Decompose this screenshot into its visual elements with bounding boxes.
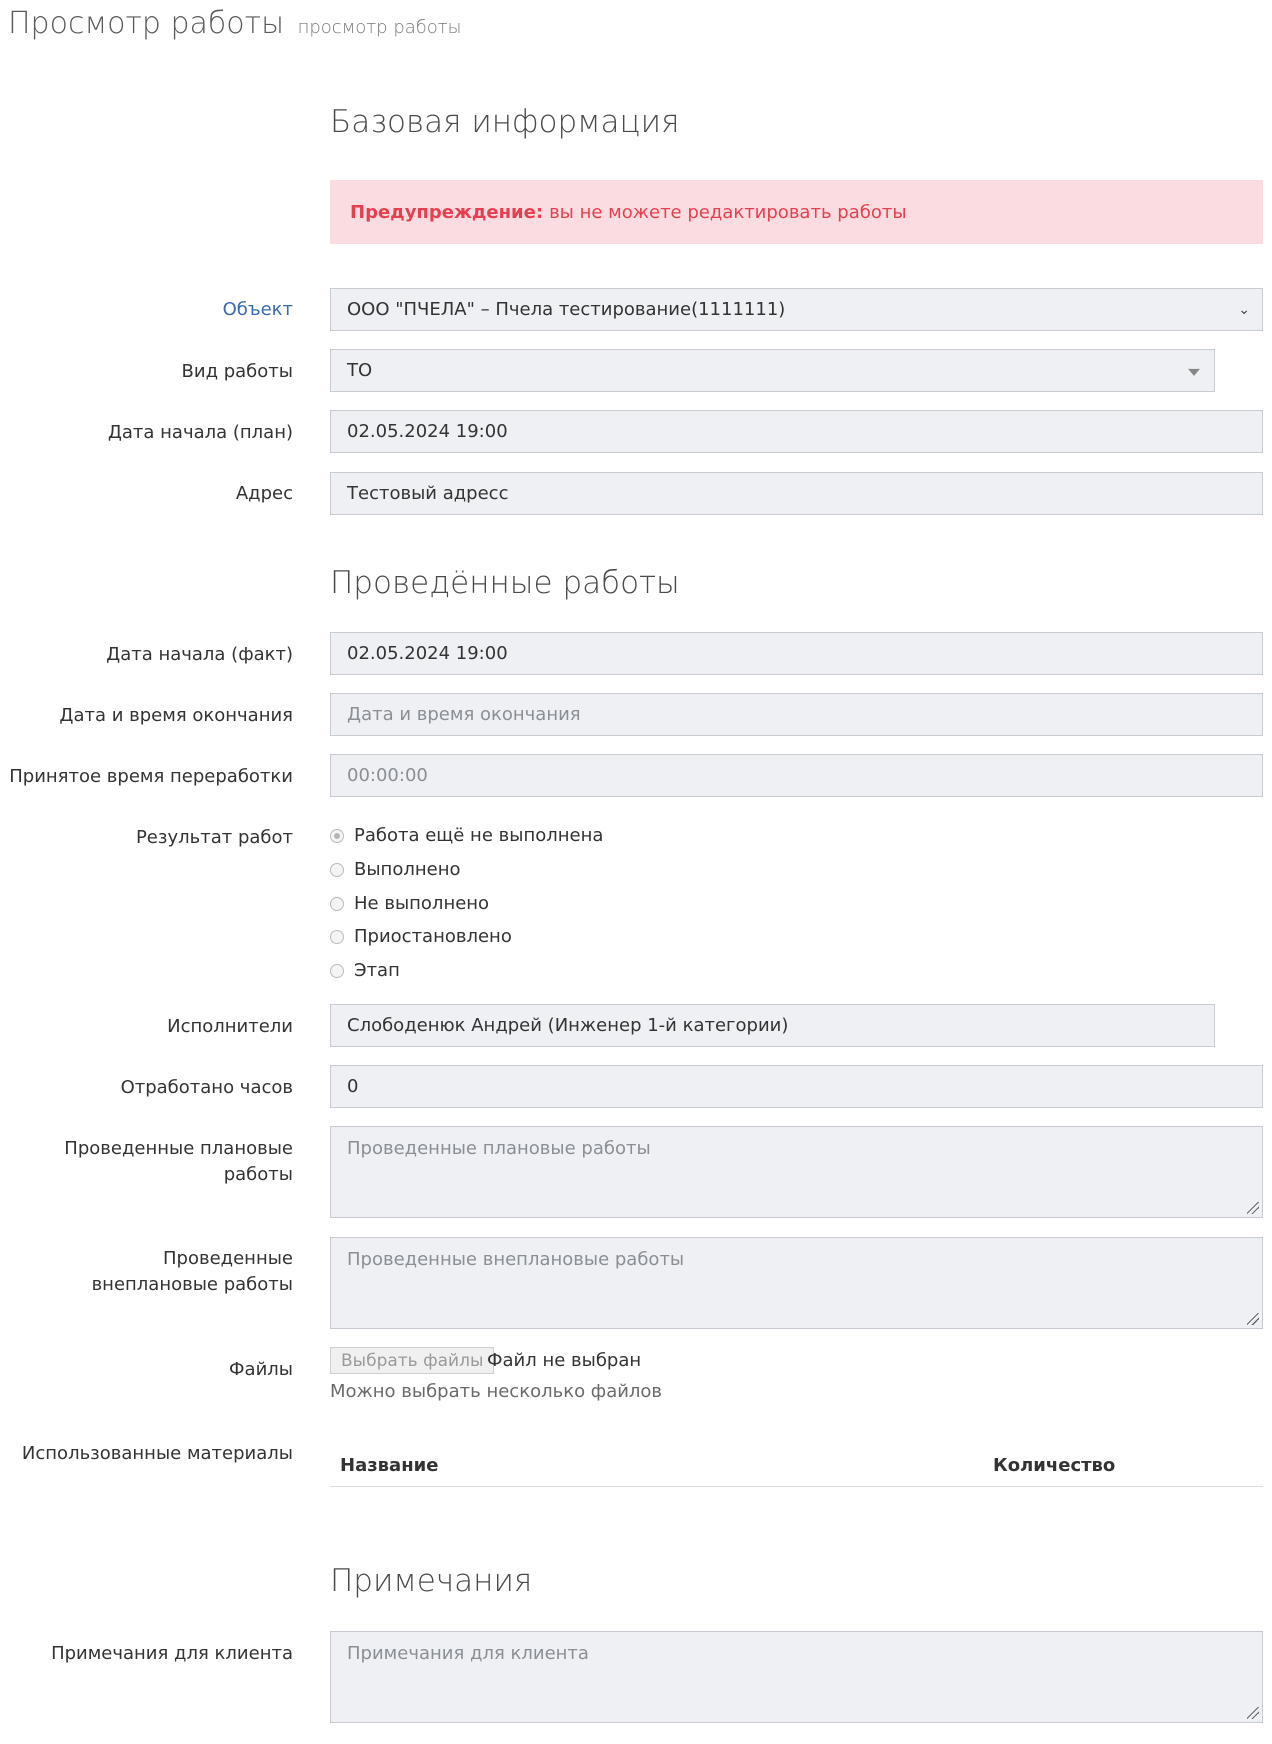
object-select[interactable] <box>330 288 1263 331</box>
files-help-text: Можно выбрать несколько файлов <box>330 1381 663 1402</box>
result-option-stage[interactable] <box>330 960 400 981</box>
overtime-input[interactable]: 00:00:00 <box>330 754 1263 797</box>
caret-down-icon <box>1188 368 1200 375</box>
radio-icon[interactable] <box>330 964 344 978</box>
chevron-down-icon: ⌄ <box>1238 301 1250 318</box>
result-option-done[interactable] <box>330 859 460 880</box>
warning-alert <box>330 180 1263 244</box>
end-datetime-label: Дата и время окончания <box>59 705 293 726</box>
result-option-not-done-yet[interactable] <box>330 825 603 846</box>
radio-icon[interactable] <box>330 863 344 877</box>
unplanned-works-textarea[interactable] <box>330 1237 1263 1329</box>
end-datetime-input[interactable]: Дата и время окончания <box>330 693 1263 736</box>
executors-label: Исполнители <box>167 1016 293 1037</box>
column-name-header: Название <box>340 1455 439 1476</box>
client-notes-placeholder: Примечания для клиента <box>347 1643 589 1664</box>
work-type-select[interactable] <box>330 349 1215 392</box>
start-plan-input[interactable]: 02.05.2024 19:00 <box>330 410 1263 453</box>
object-select-value: ООО "ПЧЕЛА" – Пчела тестирование(1111111) <box>347 299 786 320</box>
start-fact-input[interactable]: 02.05.2024 19:00 <box>330 632 1263 675</box>
result-option-label: Этап <box>354 960 400 981</box>
hours-label: Отработано часов <box>120 1077 293 1098</box>
page-subtitle: просмотр работы <box>297 17 462 38</box>
result-label: Результат работ <box>135 827 293 848</box>
section-title-basic: Базовая информация <box>330 104 680 140</box>
result-option-not-done[interactable] <box>330 893 489 914</box>
resize-handle-icon[interactable] <box>1247 1313 1259 1325</box>
executors-select[interactable]: Слободенюк Андрей (Инженер 1-й категории) <box>330 1004 1215 1047</box>
address-input[interactable]: Тестовый адресс <box>330 472 1263 515</box>
section-title-done: Проведённые работы <box>330 565 680 601</box>
planned-works-label: Проведенные плановые работы <box>64 1138 293 1185</box>
materials-label: Использованные материалы <box>21 1443 293 1464</box>
resize-handle-icon[interactable] <box>1247 1202 1259 1214</box>
client-notes-textarea[interactable] <box>330 1631 1263 1723</box>
files-label: Файлы <box>229 1359 293 1380</box>
unplanned-works-placeholder: Проведенные внеплановые работы <box>347 1249 685 1270</box>
materials-table-header <box>330 1447 1263 1487</box>
page-title-text: Просмотр работы <box>8 6 285 41</box>
section-title-notes: Примечания <box>330 1563 533 1599</box>
result-option-label: Не выполнено <box>354 893 490 914</box>
planned-works-placeholder: Проведенные плановые работы <box>347 1138 651 1159</box>
warning-text: вы не можете редактировать работы <box>549 201 907 223</box>
page-title <box>8 6 461 41</box>
result-option-label: Работа ещё не выполнена <box>354 825 604 846</box>
object-label[interactable]: Объект <box>222 299 293 320</box>
start-plan-label: Дата начала (план) <box>107 422 293 443</box>
warning-label: Предупреждение: <box>350 201 544 223</box>
result-option-label: Выполнено <box>354 859 461 880</box>
radio-checked-icon[interactable] <box>330 829 344 843</box>
result-option-paused[interactable] <box>330 926 512 947</box>
result-option-label: Приостановлено <box>354 926 512 947</box>
address-label: Адрес <box>235 483 293 504</box>
overtime-label: Принятое время переработки <box>9 766 293 787</box>
file-status-text: Файл не выбран <box>487 1350 642 1371</box>
radio-icon[interactable] <box>330 897 344 911</box>
unplanned-works-label: Проведенные внеплановые работы <box>91 1248 293 1295</box>
start-fact-label: Дата начала (факт) <box>106 644 293 665</box>
choose-files-button[interactable]: Выбрать файлы <box>330 1347 494 1374</box>
hours-input[interactable]: 0 <box>330 1065 1263 1108</box>
radio-icon[interactable] <box>330 930 344 944</box>
planned-works-textarea[interactable] <box>330 1126 1263 1218</box>
client-notes-label: Примечания для клиента <box>51 1643 293 1664</box>
work-type-label: Вид работы <box>181 361 293 382</box>
work-type-value: ТО <box>347 360 373 381</box>
resize-handle-icon[interactable] <box>1247 1707 1259 1719</box>
column-quantity-header: Количество <box>993 1455 1116 1476</box>
